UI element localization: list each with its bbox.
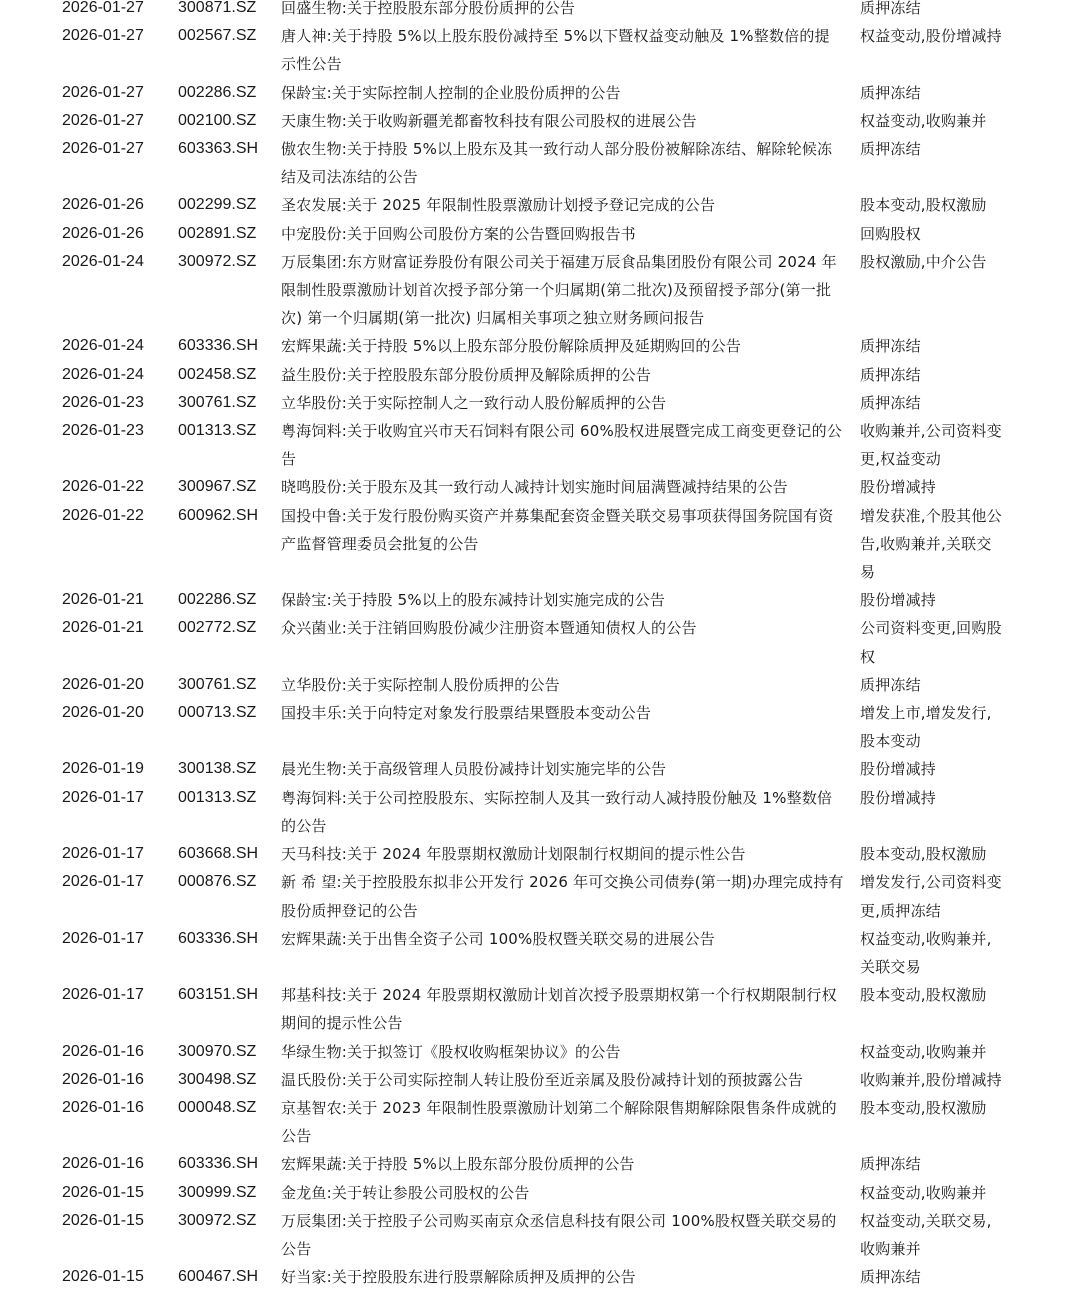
title-cell: 好当家:关于控股股东进行股票解除质押及质押的公告 xyxy=(281,1268,636,1287)
table-row xyxy=(0,784,1080,840)
code-cell: 001313.SZ xyxy=(178,422,257,440)
tag-cell: 权益变动,收购兼并,关联交易 xyxy=(860,929,992,976)
tag-cell: 股本变动,股权激励 xyxy=(860,196,987,215)
code-cell: 600467.SH xyxy=(178,1268,259,1286)
date-cell: 2026-01-16 xyxy=(62,1098,144,1116)
code-cell: 603336.SH xyxy=(178,337,259,355)
code-cell: 002891.SZ xyxy=(178,224,257,242)
table-row xyxy=(0,1207,1080,1263)
title-cell: 温氏股份:关于公司实际控制人转让股份至近亲属及股份减持计划的预披露公告 xyxy=(281,1070,804,1089)
table-row xyxy=(0,417,1080,473)
title-cell: 晨光生物:关于高级管理人员股份减持计划实施完毕的公告 xyxy=(281,760,667,779)
title-cell: 益生股份:关于控股股东部分股份质押及解除质押的公告 xyxy=(281,365,652,384)
title-cell: 邦基科技:关于 2024 年股票期权激励计划首次授予股票期权第一个行权期限制行权期间的提示性公告 xyxy=(281,986,837,1033)
date-cell: 2026-01-27 xyxy=(62,83,144,101)
tag-cell: 收购兼并,股份增减持 xyxy=(860,1070,1002,1089)
tag-cell: 质押冻结 xyxy=(860,1155,921,1174)
code-cell: 300871.SZ xyxy=(178,0,257,16)
table-row xyxy=(0,1094,1080,1150)
date-cell: 2026-01-27 xyxy=(62,111,144,129)
tag-cell: 权益变动,收购兼并 xyxy=(860,1183,987,1202)
title-cell: 宏辉果蔬:关于出售全资子公司 100%股权暨关联交易的进展公告 xyxy=(281,929,715,948)
date-cell: 2026-01-23 xyxy=(62,422,144,440)
code-cell: 603668.SH xyxy=(178,845,259,863)
date-cell: 2026-01-22 xyxy=(62,478,144,496)
tag-cell: 增发获准,个股其他公告,收购兼并,关联交易 xyxy=(860,506,1002,582)
date-cell: 2026-01-16 xyxy=(62,1042,144,1060)
table-row xyxy=(0,332,1080,360)
tag-cell: 权益变动,关联交易,收购兼并 xyxy=(860,1211,992,1258)
date-cell: 2026-01-20 xyxy=(62,704,144,722)
table-row xyxy=(0,925,1080,981)
title-cell: 宏辉果蔬:关于持股 5%以上股东部分股份解除质押及延期购回的公告 xyxy=(281,337,742,356)
code-cell: 300761.SZ xyxy=(178,393,257,411)
table-row xyxy=(0,361,1080,389)
tag-cell: 质押冻结 xyxy=(860,393,921,412)
table-row xyxy=(0,0,1080,22)
code-cell: 600962.SH xyxy=(178,506,259,524)
code-cell: 603336.SH xyxy=(178,929,259,947)
table-row xyxy=(0,1038,1080,1066)
title-cell: 回盛生物:关于控股股东部分股份质押的公告 xyxy=(281,0,576,17)
title-cell: 天马科技:关于 2024 年股票期权激励计划限制行权期间的提示性公告 xyxy=(281,845,746,864)
tag-cell: 权益变动,收购兼并 xyxy=(860,1042,987,1061)
date-cell: 2026-01-17 xyxy=(62,873,144,891)
tag-cell: 质押冻结 xyxy=(860,365,921,384)
table-row xyxy=(0,699,1080,755)
table-row xyxy=(0,671,1080,699)
title-cell: 万辰集团:东方财富证券股份有限公司关于福建万辰食品集团股份有限公司 2024 年限制性股票激励计划首次授予部分第一个归属期(第二批次)及预留授予部分(第一批次) 第一个归属期(第一批次) 归属相关事项之独立财务顾问报告 xyxy=(281,252,837,328)
table-row xyxy=(0,79,1080,107)
date-cell: 2026-01-16 xyxy=(62,1070,144,1088)
date-cell: 2026-01-24 xyxy=(62,337,144,355)
tag-cell: 股本变动,股权激励 xyxy=(860,986,987,1005)
title-cell: 京基智农:关于 2023 年限制性股票激励计划第二个解除限售期解除限售条件成就的公告 xyxy=(281,1098,837,1146)
date-cell: 2026-01-17 xyxy=(62,845,144,863)
tag-cell: 股份增减持 xyxy=(860,760,937,779)
title-cell: 唐人神:关于持股 5%以上股东股份减持至 5%以下暨权益变动触及 1%整数倍的提示性公告 xyxy=(281,27,830,74)
table-row xyxy=(0,868,1080,924)
code-cell: 300498.SZ xyxy=(178,1070,257,1088)
tag-cell: 股权激励,中介公告 xyxy=(860,252,987,271)
date-cell: 2026-01-21 xyxy=(62,591,144,609)
tag-cell: 增发发行,公司资料变更,质押冻结 xyxy=(860,873,1002,920)
title-cell: 万辰集团:关于控股子公司购买南京众丞信息科技有限公司 100%股权暨关联交易的公告 xyxy=(281,1211,837,1258)
title-cell: 保龄宝:关于实际控制人控制的企业股份质押的公告 xyxy=(281,83,621,102)
date-cell: 2026-01-21 xyxy=(62,619,144,637)
tag-cell: 权益变动,股份增减持 xyxy=(860,27,1002,46)
date-cell: 2026-01-22 xyxy=(62,506,144,524)
title-cell: 立华股份:关于实际控制人之一致行动人股份解质押的公告 xyxy=(281,393,667,412)
title-cell: 立华股份:关于实际控制人股份质押的公告 xyxy=(281,675,560,694)
title-cell: 华绿生物:关于拟签订《股权收购框架协议》的公告 xyxy=(281,1042,621,1061)
date-cell: 2026-01-20 xyxy=(62,675,144,693)
title-cell: 粤海饲料:关于收购宜兴市天石饲料有限公司 60%股权进展暨完成工商变更登记的公告 xyxy=(281,422,842,469)
code-cell: 603336.SH xyxy=(178,1155,259,1173)
table-row xyxy=(0,473,1080,501)
tag-cell: 股份增减持 xyxy=(860,478,937,497)
date-cell: 2026-01-26 xyxy=(62,196,144,214)
date-cell: 2026-01-17 xyxy=(62,986,144,1004)
tag-cell: 质押冻结 xyxy=(860,1268,921,1287)
code-cell: 002772.SZ xyxy=(178,619,257,637)
table-row xyxy=(0,840,1080,868)
date-cell: 2026-01-27 xyxy=(62,140,144,158)
code-cell: 002567.SZ xyxy=(178,27,257,45)
tag-cell: 增发上市,增发发行,股本变动 xyxy=(860,704,992,751)
title-cell: 众兴菌业:关于注销回购股份减少注册资本暨通知债权人的公告 xyxy=(281,619,697,638)
title-cell: 中宠股份:关于回购公司股份方案的公告暨回购报告书 xyxy=(281,224,636,243)
code-cell: 002286.SZ xyxy=(178,83,257,101)
table-row xyxy=(0,614,1080,670)
code-cell: 603363.SH xyxy=(178,140,259,158)
table-row xyxy=(0,220,1080,248)
tag-cell: 质押冻结 xyxy=(860,0,921,17)
title-cell: 天康生物:关于收购新疆羌都畜牧科技有限公司股权的进展公告 xyxy=(281,111,697,130)
code-cell: 000048.SZ xyxy=(178,1098,257,1116)
date-cell: 2026-01-24 xyxy=(62,252,144,270)
code-cell: 300972.SZ xyxy=(178,1211,257,1229)
table-row xyxy=(0,135,1080,191)
code-cell: 603151.SH xyxy=(178,986,259,1004)
code-cell: 002286.SZ xyxy=(178,591,257,609)
date-cell: 2026-01-23 xyxy=(62,393,144,411)
title-cell: 新 希 望:关于控股股东拟非公开发行 2026 年可交换公司债券(第一期)办理完成持有股份质押登记的公告 xyxy=(281,873,844,920)
date-cell: 2026-01-24 xyxy=(62,365,144,383)
tag-cell: 质押冻结 xyxy=(860,140,921,159)
code-cell: 002100.SZ xyxy=(178,111,257,129)
table-row xyxy=(0,248,1080,333)
code-cell: 300972.SZ xyxy=(178,252,257,270)
code-cell: 000876.SZ xyxy=(178,873,257,891)
tag-cell: 质押冻结 xyxy=(860,675,921,694)
table-row xyxy=(0,1263,1080,1291)
code-cell: 000713.SZ xyxy=(178,704,257,722)
code-cell: 002458.SZ xyxy=(178,365,257,383)
table-row xyxy=(0,191,1080,219)
date-cell: 2026-01-17 xyxy=(62,788,144,806)
code-cell: 001313.SZ xyxy=(178,788,257,806)
title-cell: 宏辉果蔬:关于持股 5%以上股东部分股份质押的公告 xyxy=(281,1155,635,1174)
title-cell: 傲农生物:关于持股 5%以上股东及其一致行动人部分股份被解除冻结、解除轮候冻结及司法冻结的公告 xyxy=(281,140,833,187)
title-cell: 晓鸣股份:关于股东及其一致行动人减持计划实施时间届满暨减持结果的公告 xyxy=(281,478,788,497)
date-cell: 2026-01-15 xyxy=(62,1268,144,1286)
table-row xyxy=(0,389,1080,417)
tag-cell: 股本变动,股权激励 xyxy=(860,845,987,864)
tag-cell: 权益变动,收购兼并 xyxy=(860,111,987,130)
table-row xyxy=(0,755,1080,783)
tag-cell: 公司资料变更,回购股权 xyxy=(860,619,1002,666)
code-cell: 300967.SZ xyxy=(178,478,257,496)
tag-cell: 回购股权 xyxy=(860,224,921,243)
table-row xyxy=(0,1179,1080,1207)
title-cell: 金龙鱼:关于转让参股公司股权的公告 xyxy=(281,1183,530,1202)
code-cell: 002299.SZ xyxy=(178,196,257,214)
table-row xyxy=(0,1150,1080,1178)
table-row xyxy=(0,107,1080,135)
title-cell: 国投中鲁:关于发行股份购买资产并募集配套资金暨关联交易事项获得国务院国有资产监督管理委员会批复的公告 xyxy=(281,506,834,553)
table-row xyxy=(0,502,1080,587)
tag-cell: 收购兼并,公司资料变更,权益变动 xyxy=(860,422,1002,469)
table-row xyxy=(0,981,1080,1037)
code-cell: 300970.SZ xyxy=(178,1042,257,1060)
date-cell: 2026-01-17 xyxy=(62,929,144,947)
date-cell: 2026-01-19 xyxy=(62,760,144,778)
title-cell: 保龄宝:关于持股 5%以上的股东减持计划实施完成的公告 xyxy=(281,591,666,610)
date-cell: 2026-01-26 xyxy=(62,224,144,242)
date-cell: 2026-01-15 xyxy=(62,1183,144,1201)
tag-cell: 股份增减持 xyxy=(860,591,937,610)
code-cell: 300761.SZ xyxy=(178,675,257,693)
title-cell: 粤海饲料:关于公司控股股东、实际控制人及其一致行动人减持股份触及 1%整数倍的公告 xyxy=(281,788,833,835)
date-cell: 2026-01-16 xyxy=(62,1155,144,1173)
title-cell: 国投丰乐:关于向特定对象发行股票结果暨股本变动公告 xyxy=(281,704,652,723)
date-cell: 2026-01-27 xyxy=(62,27,144,45)
tag-cell: 股份增减持 xyxy=(860,788,937,807)
tag-cell: 质押冻结 xyxy=(860,337,921,356)
title-cell: 圣农发展:关于 2025 年限制性股票激励计划授予登记完成的公告 xyxy=(281,196,716,215)
table-row xyxy=(0,586,1080,614)
tag-cell: 股本变动,股权激励 xyxy=(860,1098,987,1117)
date-cell: 2026-01-15 xyxy=(62,1211,144,1229)
tag-cell: 质押冻结 xyxy=(860,83,921,102)
code-cell: 300999.SZ xyxy=(178,1183,257,1201)
table-row xyxy=(0,22,1080,78)
table-row xyxy=(0,1066,1080,1094)
date-cell: 2026-01-27 xyxy=(62,0,144,16)
code-cell: 300138.SZ xyxy=(178,760,257,778)
